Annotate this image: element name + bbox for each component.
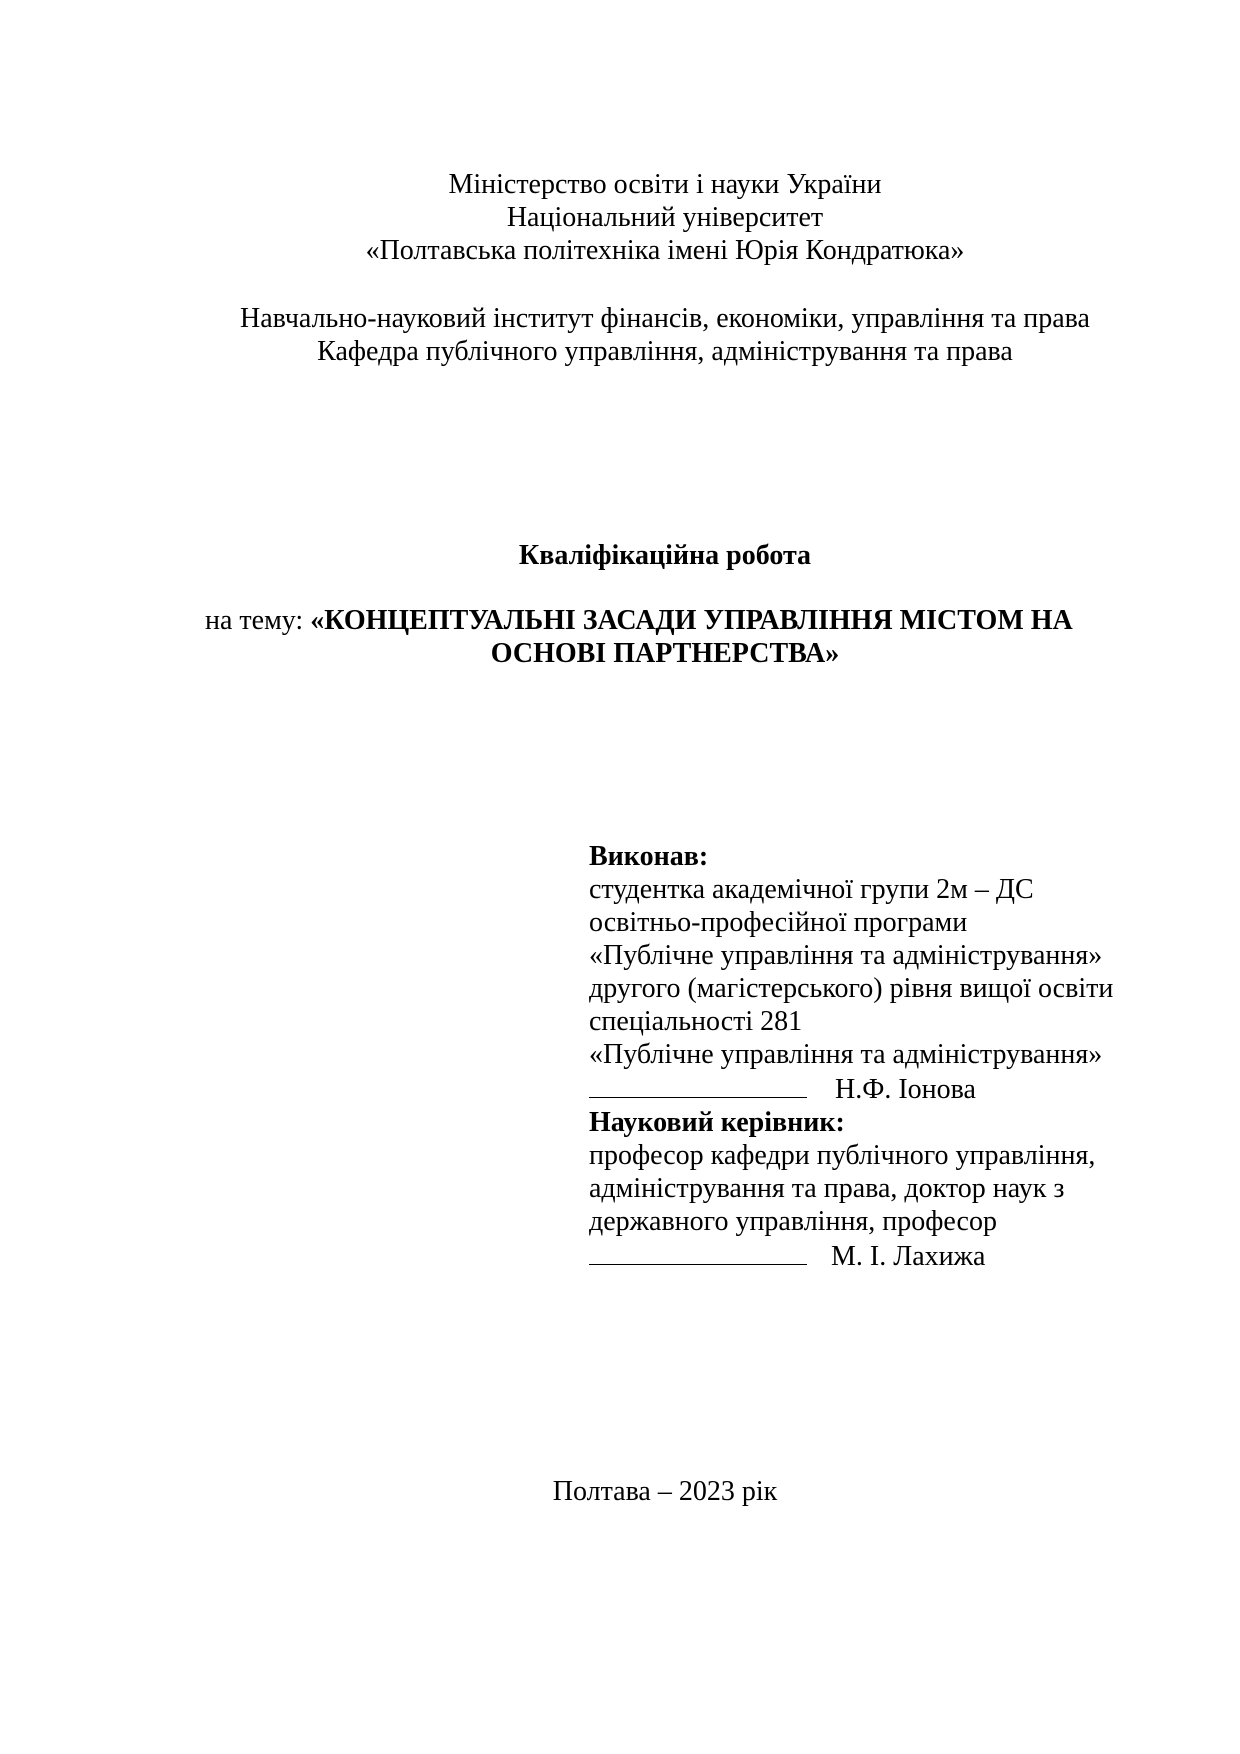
theme-title-part-2: ОСНОВІ ПАРТНЕРСТВА» — [490, 638, 840, 669]
university-type: Національний університет — [506, 202, 824, 233]
performer-line: освітньо-професійної програми — [589, 907, 968, 938]
work-title: Кваліфікаційна робота — [518, 540, 812, 571]
performer-name: Н.Ф. Іонова — [835, 1074, 976, 1105]
theme-line-1 — [205, 604, 1073, 637]
supervisor-name: М. І. Лахижа — [831, 1241, 986, 1272]
supervisor-line: державного управління, професор — [589, 1206, 997, 1237]
performer-label: Виконав: — [589, 841, 709, 872]
author-info-block — [589, 840, 1113, 1273]
institute-header — [0, 302, 1240, 368]
theme-title-part-1: «КОНЦЕПТУАЛЬНІ ЗАСАДИ УПРАВЛІННЯ МІСТОМ НА — [310, 605, 1073, 636]
department-name: Кафедра публічного управління, адміністрування та права — [317, 336, 1013, 367]
signature-line — [589, 1238, 807, 1265]
ministry-header — [0, 168, 1240, 267]
supervisor-line: адміністрування та права, доктор наук з — [589, 1173, 1065, 1204]
performer-line: другого (магістерського) рівня вищої освіти — [589, 973, 1114, 1004]
supervisor-signature — [589, 1238, 1113, 1273]
institute-name: Навчально-науковий інститут фінансів, економіки, управління та права — [240, 303, 1090, 334]
performer-line: «Публічне управління та адміністрування» — [589, 1039, 1103, 1070]
performer-line: спеціальності 281 — [589, 1006, 803, 1037]
supervisor-line: професор кафедри публічного управління, — [589, 1140, 1096, 1171]
signature-line — [589, 1071, 807, 1098]
ministry-name: Міністерство освіти і науки України — [448, 169, 882, 200]
performer-line: «Публічне управління та адміністрування» — [589, 940, 1103, 971]
university-name: «Полтавська політехніка імені Юрія Кондратюка» — [365, 235, 965, 266]
theme-prefix: на тему: — [205, 605, 311, 636]
place-and-year: Полтава – 2023 рік — [552, 1476, 778, 1507]
supervisor-label: Науковий керівник: — [589, 1107, 845, 1138]
performer-line: студентка академічної групи 2м – ДС — [589, 874, 1034, 905]
performer-signature — [589, 1071, 1113, 1106]
